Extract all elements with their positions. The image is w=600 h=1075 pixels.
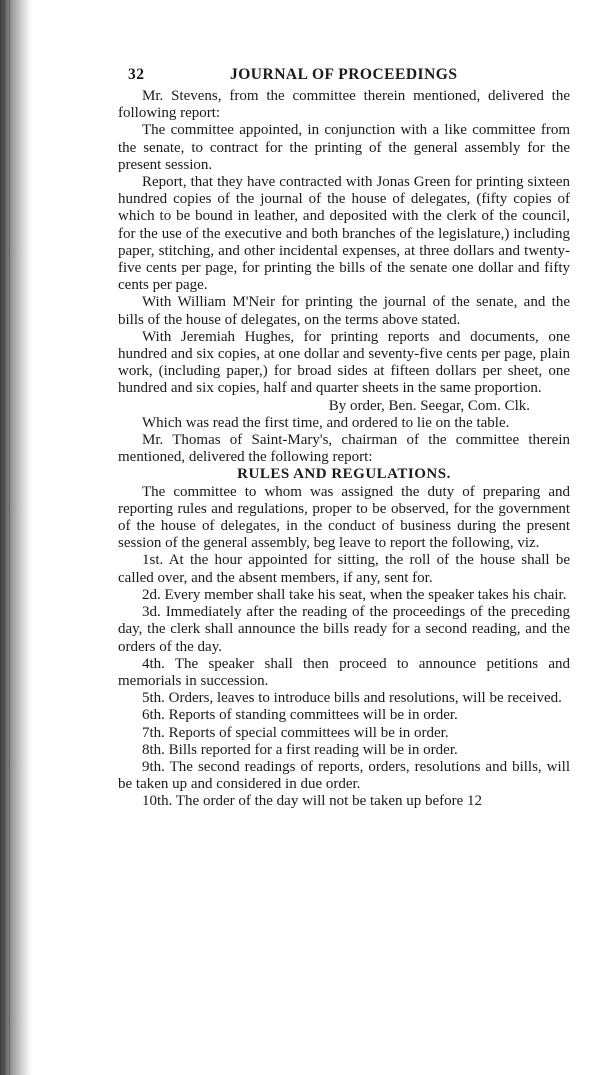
- page-header: [118, 58, 570, 88]
- rule-item: 2d. Every member shall take his seat, when the speaker takes his chair.: [142, 586, 567, 603]
- rule-item: 7th. Reports of special committees will be in order.: [142, 724, 449, 741]
- journal-page: [118, 58, 570, 811]
- rule-item: 9th. The second readings of reports, orders, resolutions and bills, will be taken up and considered in due order.: [118, 758, 570, 793]
- rule-item: 6th. Reports of standing committees will be in order.: [142, 707, 458, 724]
- signature-line: [118, 398, 570, 415]
- signatory-name: Ben. Seegar, Com. Clk.: [388, 397, 530, 414]
- paragraph: The committee appointed, in conjunction with a like committee from the senate, to contract for the printing of the general assembly for the present session.: [118, 122, 570, 173]
- paragraph: Mr. Stevens, from the committee therein mentioned, delivered the following report:: [118, 88, 570, 122]
- paragraph: The committee to whom was assigned the duty of preparing and reporting rules and regulations, proper to be observed, for the government of the house of delegates, in the conduct of business during the present session of the general assembly, beg leave to report the following, viz.: [118, 483, 570, 552]
- paragraph: With Jeremiah Hughes, for printing reports and documents, one hundred and six copies, at one dollar and seventy-five cents per page, plain work, (including paper,) for broad sides at fifteen dollars per sheet, one hundred and six copies, half and quarter sheets in the same proportion.: [118, 328, 570, 397]
- page-body: [118, 88, 570, 811]
- rule-item: 10th. The order of the day will not be taken up before 12: [142, 793, 483, 810]
- rule-item: 4th. The speaker shall then proceed to announce petitions and memorials in succession.: [118, 655, 570, 689]
- paragraph: Report, that they have contracted with Jonas Green for printing sixteen hundred copies of the journal of the house of delegates, (fifty copies of which to be bound in leather, and deposited with the clerk of the council, for the use of the executive and both branches of the legislature,) including paper, stitching, and other incidental expenses, at three dollars and twenty-five cents per page, for printing the bills of the senate one dollar and fifty cents per page.: [118, 174, 570, 294]
- rule-item: 1st. At the hour appointed for sitting, the roll of the house shall be called over, and the absent members, if any, sent for.: [118, 552, 570, 586]
- page-number: 32: [128, 66, 145, 83]
- rule-item: 8th. Bills reported for a first reading will be in order.: [142, 741, 458, 758]
- paragraph: With William M'Neir for printing the journal of the senate, and the bills of the house of delegates, on the terms above stated.: [118, 294, 570, 328]
- binding-edge-line: [9, 0, 10, 1075]
- running-title: JOURNAL OF PROCEEDINGS: [230, 66, 458, 83]
- rule-item: 3d. Immediately after the reading of the proceedings of the preceding day, the clerk shall announce the bills ready for a second reading, and the orders of the day.: [118, 604, 570, 655]
- by-order-text: By order,: [328, 397, 385, 414]
- paragraph: Which was read the first time, and ordered to lie on the table.: [142, 414, 510, 431]
- paragraph: Mr. Thomas of Saint-Mary's, chairman of the committee therein mentioned, delivered the following report:: [118, 432, 570, 466]
- section-heading: RULES AND REGULATIONS.: [237, 466, 451, 483]
- rule-item: 5th. Orders, leaves to introduce bills and resolutions, will be received.: [142, 690, 562, 707]
- binding-edge-line: [4, 0, 5, 1075]
